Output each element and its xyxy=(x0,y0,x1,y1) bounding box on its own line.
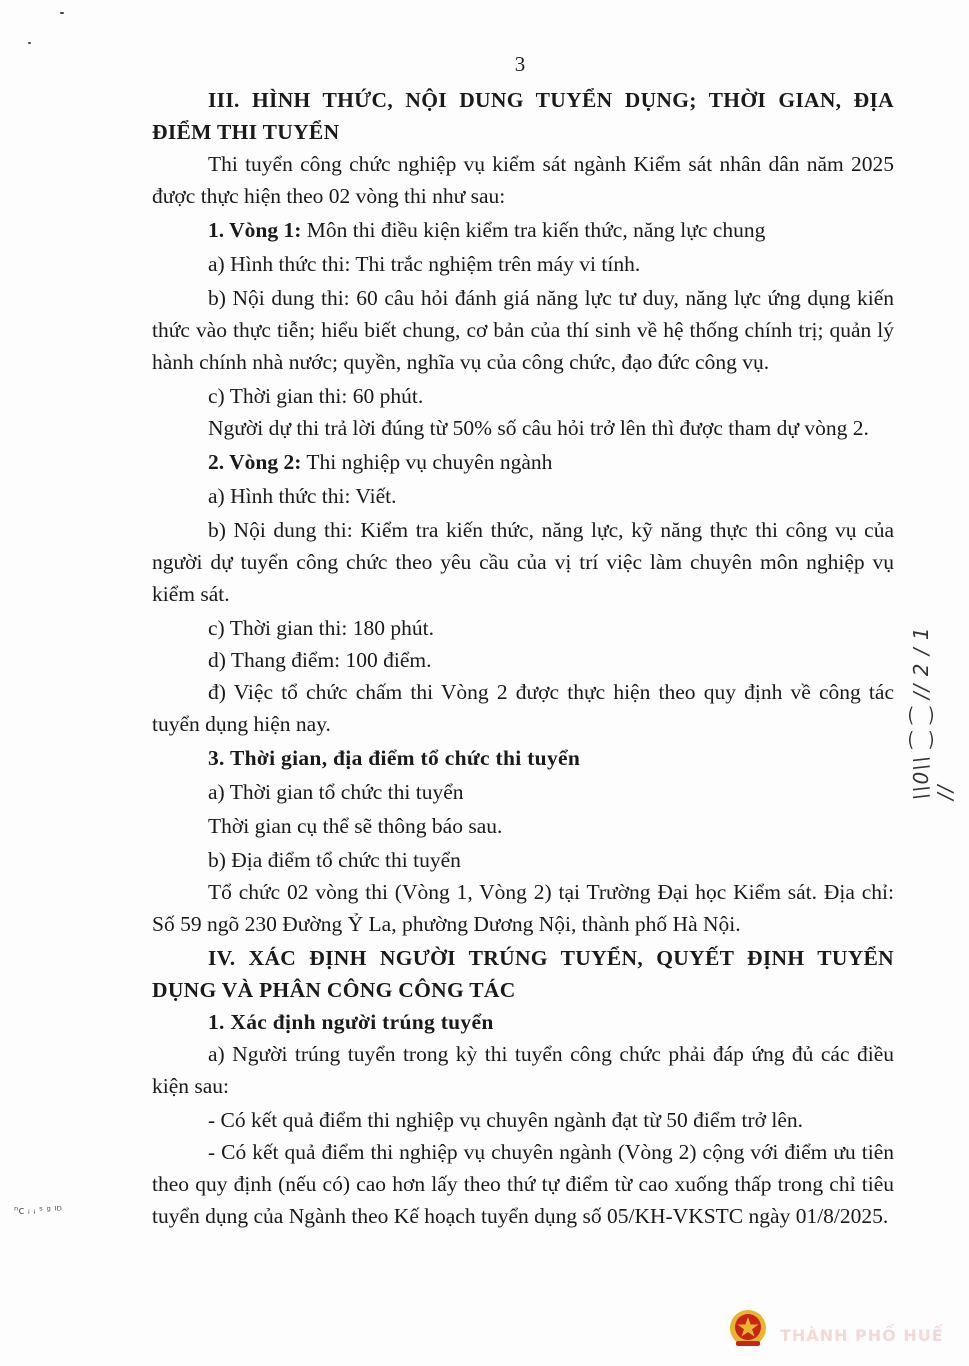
place-subheading: b) Địa điểm tổ chức thi tuyển xyxy=(208,848,461,872)
scan-speck xyxy=(28,42,31,44)
time-text: Thời gian cụ thể sẽ thông báo sau. xyxy=(208,814,503,838)
section-3-heading: III. HÌNH THỨC, NỘI DUNG TUYỂN DỤNG; THỜI GIAN, ĐỊA ĐIỂM THI TUYỂN xyxy=(152,88,894,144)
place-text: Tổ chức 02 vòng thi (Vòng 1, Vòng 2) tại Trường Đại học Kiểm sát. Địa chỉ: Số 59 ngõ 230 Đường Ỷ La, phường Dương Nội, thành phố Hà Nội. xyxy=(152,880,894,936)
round-2-duration: c) Thời gian thi: 180 phút. xyxy=(208,616,434,640)
scan-speck xyxy=(60,12,64,14)
margin-handwritten-mark: \\0\\ ⁐ ⁐ // 2 / 1 // xyxy=(909,626,957,800)
national-emblem-icon xyxy=(728,1308,768,1348)
time-subheading: a) Thời gian tổ chức thi tuyển xyxy=(208,780,464,804)
round-2-title xyxy=(152,446,894,478)
round-2-grading: đ) Việc tổ chức chấm thi Vòng 2 được thực hiện theo quy định về công tác tuyển dụng hiện nay. xyxy=(152,680,894,736)
round-2-label: 2. Vòng 2: xyxy=(208,450,302,474)
round-1-format: a) Hình thức thi: Thi trắc nghiệm trên máy vi tính. xyxy=(208,252,641,276)
round-1-text: Môn thi điều kiện kiểm tra kiến thức, năng lực chung xyxy=(301,218,766,242)
round-2-format: a) Hình thức thi: Viết. xyxy=(208,484,397,508)
section-4-sub-1: 1. Xác định người trúng tuyển xyxy=(208,1010,494,1034)
section-4-heading: IV. XÁC ĐỊNH NGƯỜI TRÚNG TUYỂN, QUYẾT ĐỊNH TUYỂN DỤNG VÀ PHÂN CÔNG CÔNG TÁC xyxy=(152,946,894,1002)
winner-condition-2: - Có kết quả điểm thi nghiệp vụ chuyên ngành (Vòng 2) cộng với điểm ưu tiên theo quy định (nếu có) cao hơn lấy theo thứ tự điểm từ cao xuống thấp trong chỉ tiêu tuyển dụng của Ngành theo Kế hoạch tuyển dụng số 05/KH-VKSTC ngày 01/8/2025. xyxy=(152,1140,894,1228)
watermark-text: THÀNH PHỐ HUẾ xyxy=(780,1326,944,1345)
margin-stamp-mark: ⁿᴄ ᵢ ᵢ ˢ ᵍ ᴵᴰ xyxy=(14,1204,62,1217)
time-place-heading: 3. Thời gian, địa điểm tổ chức thi tuyển xyxy=(208,746,581,770)
section-3-intro: Thi tuyển công chức nghiệp vụ kiểm sát ngành Kiểm sát nhân dân năm 2025 được thực hiện theo 02 vòng thi như sau: xyxy=(152,152,894,208)
round-1-title xyxy=(152,214,894,246)
page-number: 3 xyxy=(514,52,526,76)
round-1-pass-rule: Người dự thi trả lời đúng từ 50% số câu hỏi trở lên thì được tham dự vòng 2. xyxy=(208,416,869,440)
winner-conditions-intro: a) Người trúng tuyển trong kỳ thi tuyển công chức phải đáp ứng đủ các điều kiện sau: xyxy=(152,1042,894,1098)
winner-condition-1: - Có kết quả điểm thi nghiệp vụ chuyên ngành đạt từ 50 điểm trở lên. xyxy=(208,1108,804,1132)
document-body xyxy=(152,84,894,1232)
round-2-text: Thi nghiệp vụ chuyên ngành xyxy=(301,450,553,474)
round-1-content: b) Nội dung thi: 60 câu hỏi đánh giá năng lực tư duy, năng lực ứng dụng kiến thức vào thực tiễn; hiểu biết chung, cơ bản của thí sinh về hệ thống chính trị; quản lý hành chính nhà nước; quyền, nghĩa vụ của công chức, đạo đức công vụ. xyxy=(152,286,894,374)
round-2-content: b) Nội dung thi: Kiểm tra kiến thức, năng lực, kỹ năng thực thi công vụ của người dự tuyển công chức theo yêu cầu của vị trí việc làm chuyên môn nghiệp vụ kiểm sát. xyxy=(152,518,894,606)
round-2-scale: d) Thang điểm: 100 điểm. xyxy=(208,648,432,672)
round-1-duration: c) Thời gian thi: 60 phút. xyxy=(208,384,424,408)
round-1-label: 1. Vòng 1: xyxy=(208,218,302,242)
